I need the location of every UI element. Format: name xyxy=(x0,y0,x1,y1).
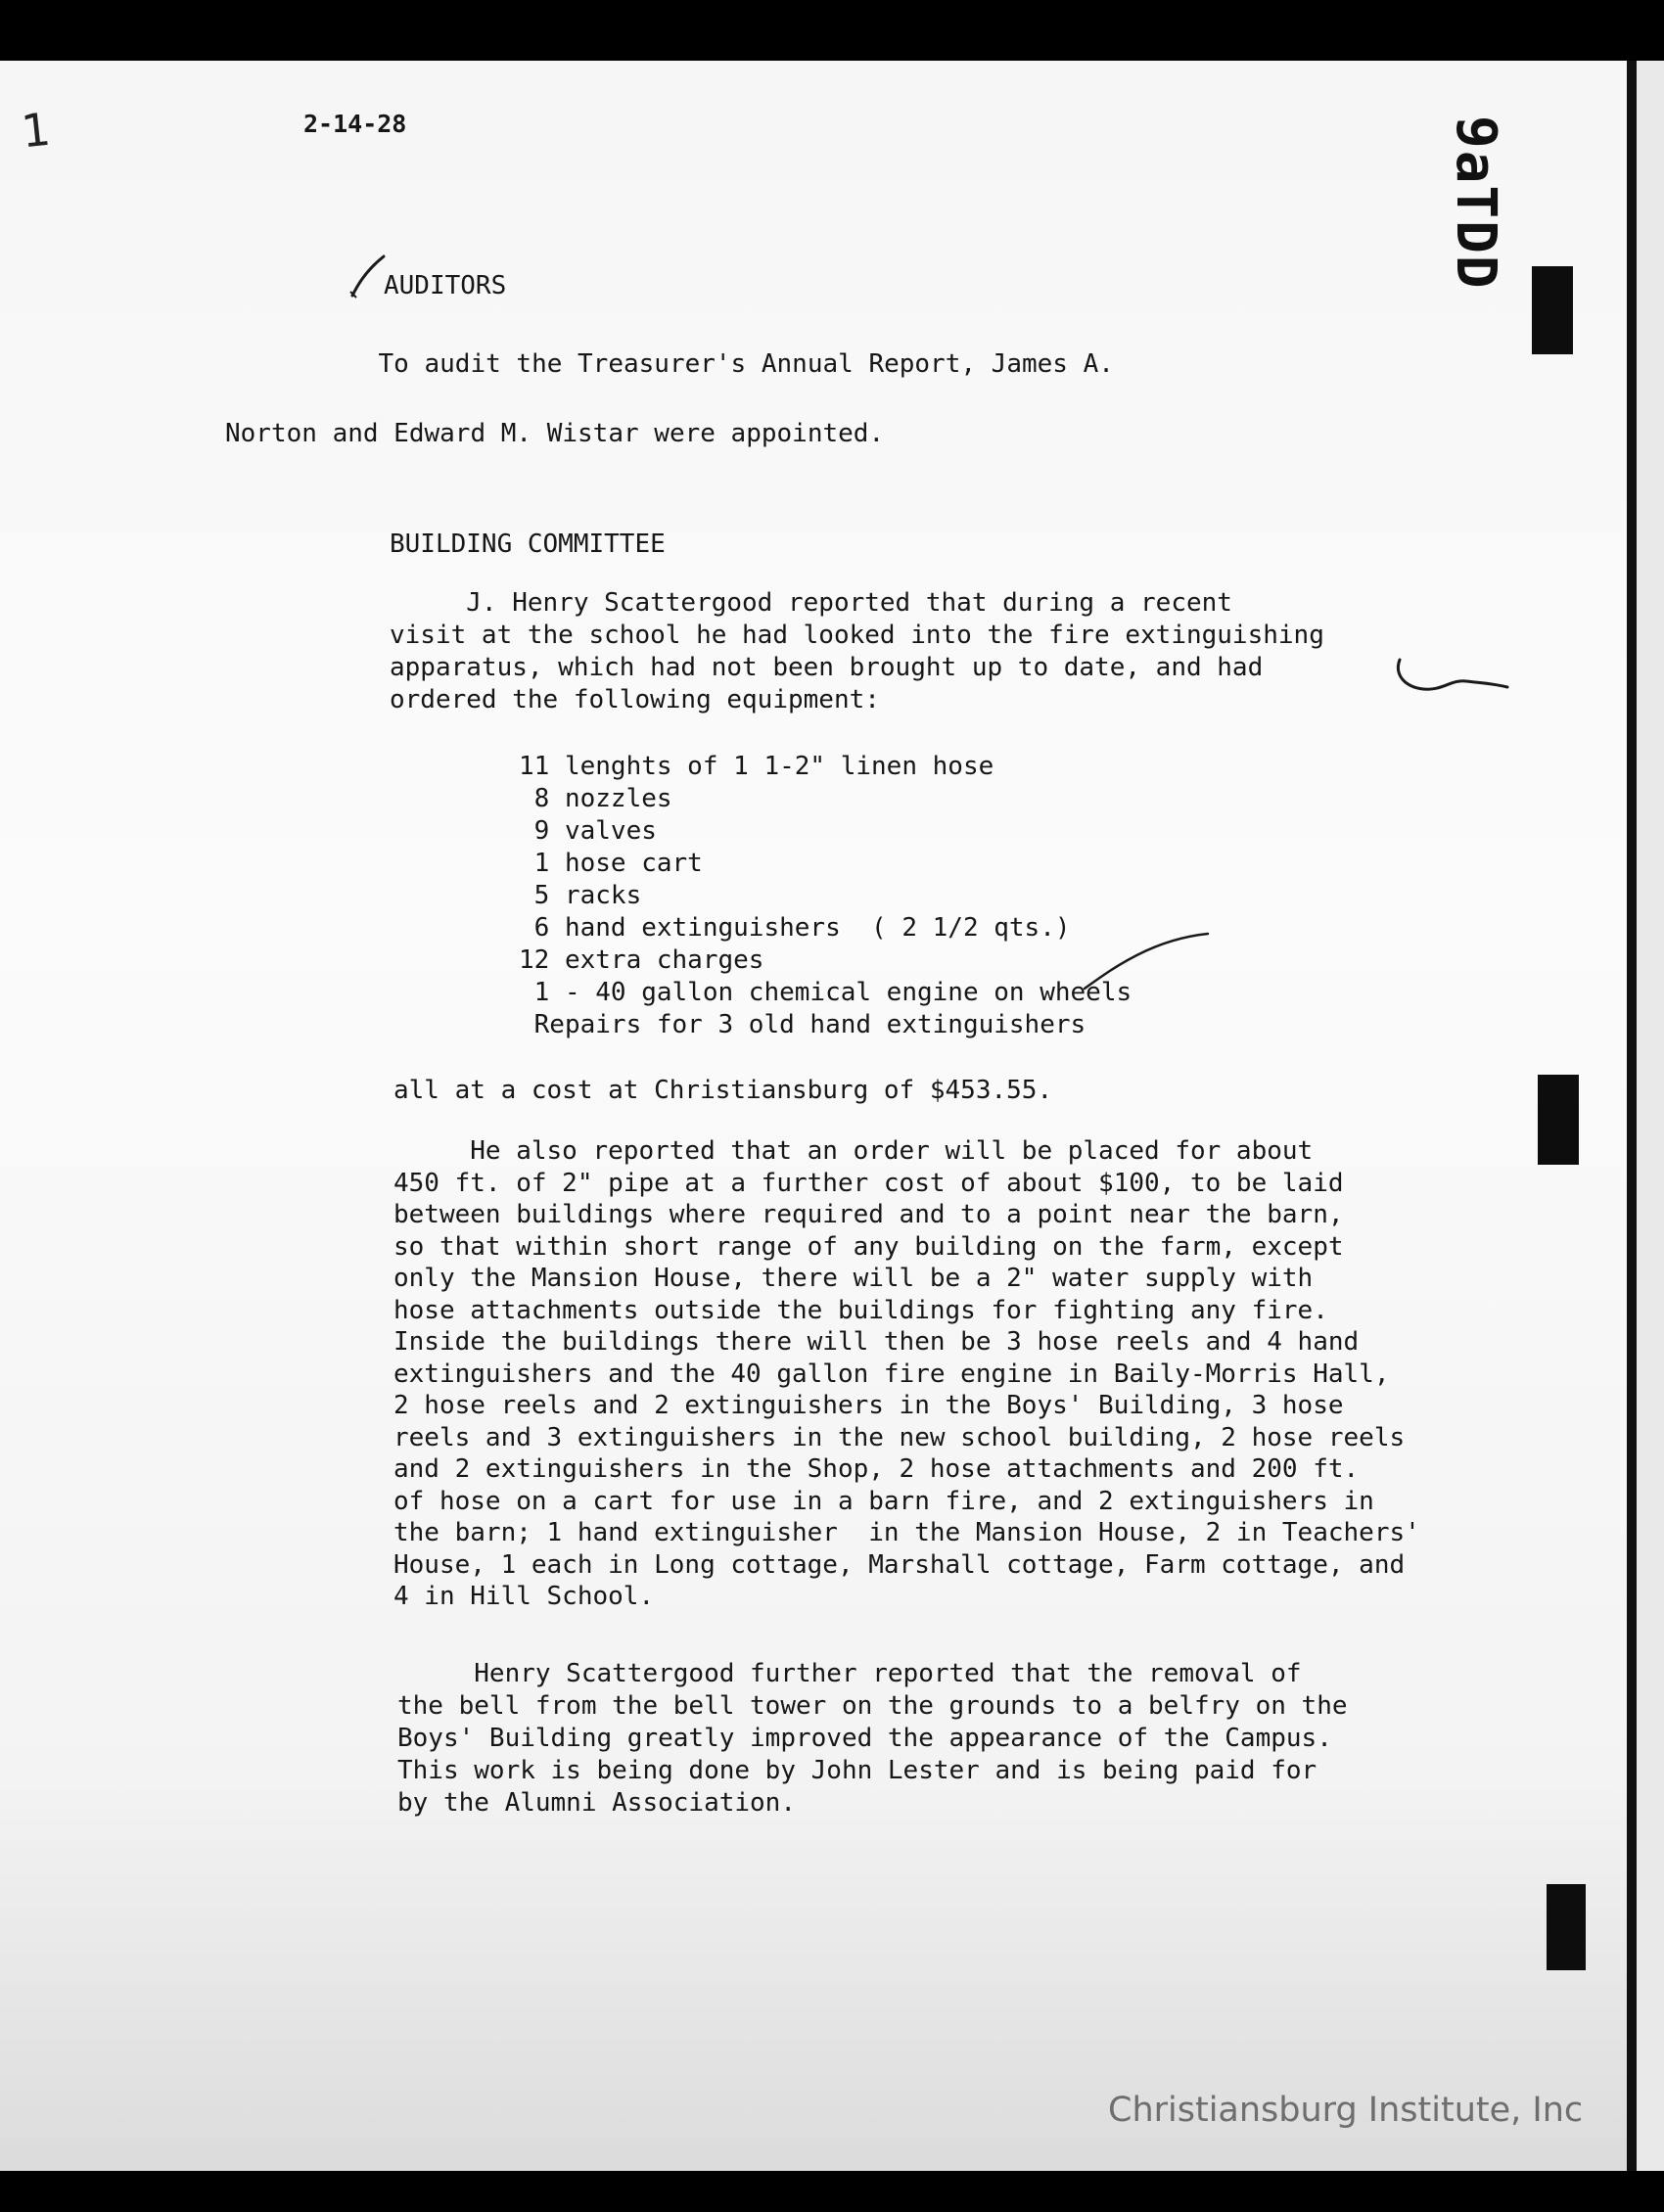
bell-tower-paragraph: Henry Scattergood further reported that the removal of the bell from the bell tower on the grounds to a belfry on the Boys' Building greatly improved the appearance of the Campus. This work is being done by John Lester and is being paid for by the Alumni Association. xyxy=(397,1659,1348,1818)
film-blip-mark xyxy=(1532,266,1573,354)
handwritten-tick-mark-icon xyxy=(348,253,388,300)
archive-watermark: Christiansburg Institute, Inc xyxy=(1108,2091,1584,2130)
auditors-paragraph: To audit the Treasurer's Annual Report, James A. Norton and Edward M. Wistar were appointed. xyxy=(225,349,1114,448)
right-film-edge xyxy=(1637,61,1664,2212)
film-blip-mark xyxy=(1538,1075,1579,1165)
handwritten-check-mark-icon xyxy=(1083,930,1210,991)
handwritten-margin-scribble-icon xyxy=(1394,654,1511,703)
film-blip-mark xyxy=(1547,1884,1586,1970)
building-committee-paragraph: J. Henry Scattergood reported that during a recent visit at the school he had looked into the fire extinguishing apparatus, which had not been brought up to date, and had ordered the following equipment: xyxy=(390,588,1324,714)
equipment-list: 11 lenghts of 1 1-2" linen hose 8 nozzles 9 valves 1 hose cart 5 racks 6 hand extinguishers ( 2 1/2 qts.) 12 extra charges 1 - 40 gallon chemical engine on wheels Repairs for 3 old hand extinguishers xyxy=(519,752,1132,1039)
handwritten-page-number: 1 xyxy=(19,102,54,159)
right-film-border xyxy=(1627,61,1637,2212)
building-committee-heading: BUILDING COMMITTEE xyxy=(390,530,666,559)
equipment-cost-line: all at a cost at Christiansburg of $453.55. xyxy=(393,1076,1053,1105)
microfilm-reel-label: 9aTDD xyxy=(1444,115,1507,291)
auditors-heading: AUDITORS xyxy=(384,271,507,300)
bottom-film-border xyxy=(0,2171,1664,2212)
pipe-order-paragraph: He also reported that an order will be placed for about 450 ft. of 2" pipe at a further cost of about $100, to be laid between buildings where required and to a point near the barn, so that within short range of any building on the farm, except only the Mansion House, there will be a 2" water supply with hose attachments outside the buildings for fighting any fire. Inside the buildings there will then be 3 hose reels and 4 hand extinguishers and the 40 gallon fire engine in Baily-Morris Hall, 2 hose reels and 2 extinguishers in the Boys' Building, 3 hose reels and 3 extinguishers in the new school building, 2 hose reels and 2 extinguishers in the Shop, 2 hose attachments and 200 ft. of hose on a cart for use in a barn fire, and 2 extinguishers in the barn; 1 hand extinguisher in the Mansion House, 2 in Teachers' House, 1 each in Long cottage, Marshall cottage, Farm cottage, and 4 in Hill School. xyxy=(393,1136,1420,1611)
document-date: 2-14-28 xyxy=(303,110,407,138)
top-film-border xyxy=(0,0,1664,61)
